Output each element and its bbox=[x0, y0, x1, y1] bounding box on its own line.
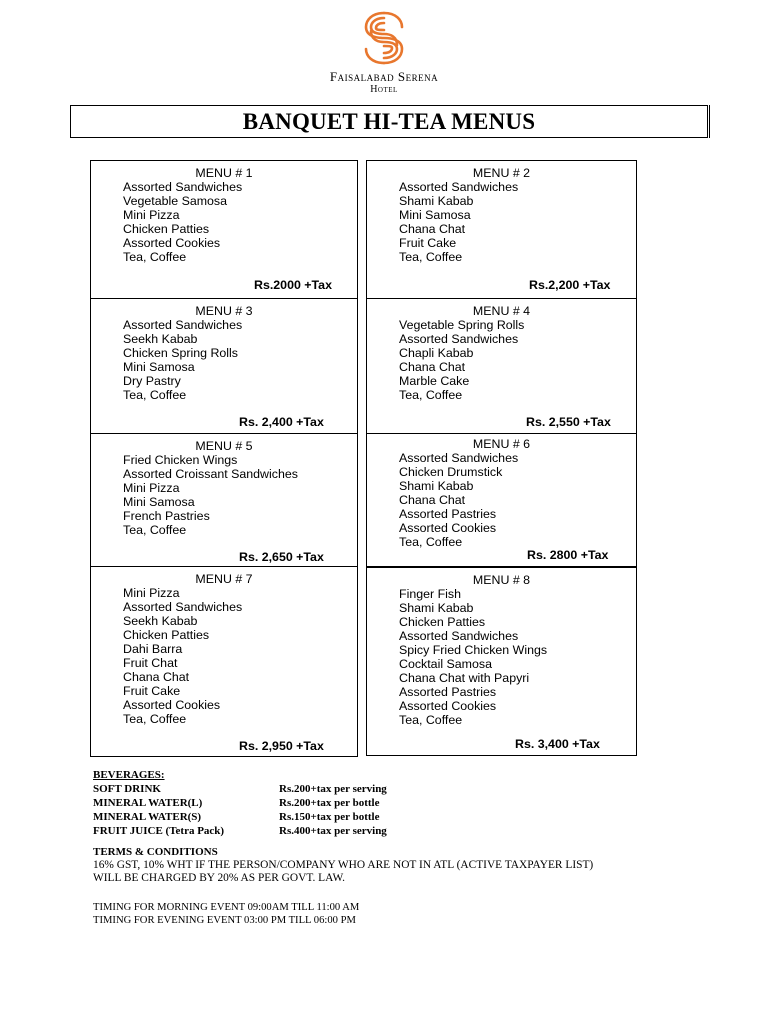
beverage-name: FRUIT JUICE (Tetra Pack) bbox=[93, 825, 225, 837]
hotel-logo bbox=[0, 10, 768, 96]
menu-item: Assorted Cookies bbox=[399, 521, 497, 535]
menu-item-list bbox=[399, 587, 547, 727]
menu-item-list bbox=[123, 586, 242, 726]
menu-card-8 bbox=[366, 567, 637, 756]
timing-evening: TIMING FOR EVENING EVENT 03:00 PM TILL 06:00 PM bbox=[93, 914, 356, 926]
menu-item: Mini Samosa bbox=[399, 208, 471, 222]
menu-item: Fried Chicken Wings bbox=[123, 453, 238, 467]
menu-item: Shami Kabab bbox=[399, 479, 474, 493]
menu-item: Shami Kabab bbox=[399, 601, 474, 615]
brand-subtitle: Hotel bbox=[370, 84, 398, 95]
menu-item: Tea, Coffee bbox=[123, 712, 187, 726]
menu-card-3 bbox=[90, 298, 358, 434]
menu-item: Assorted Sandwiches bbox=[399, 451, 519, 465]
menu-item: Marble Cake bbox=[399, 374, 470, 388]
timing-section bbox=[93, 902, 359, 927]
title-box bbox=[70, 105, 708, 138]
beverage-price: Rs.400+tax per serving bbox=[279, 825, 387, 837]
menu-item-list bbox=[399, 180, 518, 264]
menu-item: Tea, Coffee bbox=[123, 523, 187, 537]
menu-item: Tea, Coffee bbox=[399, 388, 463, 402]
menu-item: Dahi Barra bbox=[123, 642, 183, 656]
menu-item: Mini Samosa bbox=[123, 495, 195, 509]
menu-price: Rs.2000 +Tax bbox=[254, 278, 332, 292]
menu-card-4 bbox=[366, 298, 637, 434]
menu-item: Chicken Patties bbox=[123, 628, 210, 642]
serena-swirl-logo-icon bbox=[362, 10, 406, 66]
menu-price: Rs. 2800 +Tax bbox=[527, 548, 609, 562]
menu-item: Chicken Patties bbox=[123, 222, 210, 236]
menu-item: Fruit Cake bbox=[399, 236, 457, 250]
menu-item: Tea, Coffee bbox=[399, 713, 463, 727]
menu-item: Assorted Cookies bbox=[399, 699, 497, 713]
beverage-row bbox=[93, 824, 387, 838]
menu-item: Seekh Kabab bbox=[123, 614, 198, 628]
menu-item: French Pastries bbox=[123, 509, 210, 523]
menu-item-list bbox=[123, 453, 298, 537]
timing-morning: TIMING FOR MORNING EVENT 09:00AM TILL 11:00 AM bbox=[93, 902, 360, 913]
menu-item: Assorted Sandwiches bbox=[123, 600, 243, 614]
menu-item: Assorted Cookies bbox=[123, 698, 221, 712]
menu-card-6 bbox=[366, 433, 637, 567]
menu-item: Tea, Coffee bbox=[123, 250, 187, 264]
menu-item: Seekh Kabab bbox=[123, 332, 198, 346]
menu-item: Cocktail Samosa bbox=[399, 657, 492, 671]
beverage-name: MINERAL WATER(L) bbox=[93, 797, 203, 809]
menu-heading: MENU # 7 bbox=[195, 572, 253, 586]
menu-item: Assorted Cookies bbox=[123, 236, 221, 250]
menu-item: Tea, Coffee bbox=[399, 250, 463, 264]
menu-item: Assorted Sandwiches bbox=[399, 629, 519, 643]
menu-heading: MENU # 2 bbox=[472, 166, 531, 180]
menu-item: Shami Kabab bbox=[399, 194, 474, 208]
menu-item: Chicken Drumstick bbox=[399, 465, 503, 479]
beverages-heading: BEVERAGES: bbox=[93, 769, 165, 781]
menu-item: Mini Pizza bbox=[123, 481, 180, 495]
menu-price: Rs. 2,950 +Tax bbox=[239, 739, 324, 753]
menu-price: Rs. 3,400 +Tax bbox=[515, 737, 600, 751]
brand-name: Faisalabad Serena bbox=[329, 69, 439, 84]
menu-item: Chana Chat bbox=[399, 360, 466, 374]
menu-heading: MENU # 6 bbox=[472, 437, 531, 451]
menu-item: Mini Pizza bbox=[123, 586, 180, 600]
beverage-name: SOFT DRINK bbox=[93, 783, 161, 795]
menu-item-list bbox=[123, 318, 242, 402]
menu-item: Assorted Sandwiches bbox=[399, 332, 519, 346]
menu-item: Chana Chat bbox=[399, 222, 466, 236]
menu-item: Tea, Coffee bbox=[399, 535, 463, 549]
menu-item: Vegetable Spring Rolls bbox=[399, 318, 525, 332]
menu-price: Rs. 2,400 +Tax bbox=[239, 415, 324, 429]
menu-price: Rs.2,200 +Tax bbox=[529, 278, 611, 292]
menu-item-list bbox=[123, 180, 242, 264]
menu-item: Chicken Spring Rolls bbox=[123, 346, 239, 360]
menu-card-5 bbox=[90, 433, 358, 567]
menu-item: Dry Pastry bbox=[123, 374, 181, 388]
beverage-price: Rs.200+tax per bottle bbox=[279, 797, 380, 809]
beverage-row bbox=[93, 782, 387, 796]
menu-item: Chana Chat with Papyri bbox=[399, 671, 530, 685]
beverage-price: Rs.150+tax per bottle bbox=[279, 811, 380, 823]
menu-item: Finger Fish bbox=[399, 587, 461, 601]
menu-item: Assorted Sandwiches bbox=[123, 180, 243, 194]
menu-heading: MENU # 4 bbox=[472, 304, 531, 318]
menu-price: Rs. 2,550 +Tax bbox=[526, 415, 611, 429]
menu-item: Tea, Coffee bbox=[123, 388, 187, 402]
menu-item: Mini Pizza bbox=[123, 208, 180, 222]
beverage-row bbox=[93, 796, 387, 810]
page-title: BANQUET HI-TEA MENUS bbox=[242, 108, 536, 134]
beverages-section bbox=[93, 768, 387, 838]
menu-item: Chicken Patties bbox=[399, 615, 486, 629]
menu-heading: MENU # 8 bbox=[472, 573, 531, 587]
menu-item: Chapli Kabab bbox=[399, 346, 474, 360]
beverage-row bbox=[93, 810, 387, 824]
menu-item: Spicy Fried Chicken Wings bbox=[399, 643, 548, 657]
menu-item: Chana Chat bbox=[399, 493, 466, 507]
menu-heading: MENU # 3 bbox=[195, 304, 253, 318]
menu-item: Assorted Sandwiches bbox=[399, 180, 519, 194]
terms-section bbox=[93, 846, 593, 885]
menu-item: Fruit Chat bbox=[123, 656, 178, 670]
menu-item: Fruit Cake bbox=[123, 684, 181, 698]
menu-item: Assorted Croissant Sandwiches bbox=[123, 467, 298, 481]
menu-card-2 bbox=[366, 160, 637, 299]
terms-line: WILL BE CHARGED BY 20% AS PER GOVT. LAW. bbox=[93, 872, 345, 884]
menu-item: Assorted Pastries bbox=[399, 507, 497, 521]
menu-item-list bbox=[399, 451, 518, 549]
menu-card-1 bbox=[90, 160, 358, 299]
terms-line: 16% GST, 10% WHT IF THE PERSON/COMPANY WHO ARE NOT IN ATL (ACTIVE TAXPAYER LIST) bbox=[93, 859, 594, 871]
beverage-name: MINERAL WATER(S) bbox=[93, 811, 202, 823]
beverage-price: Rs.200+tax per serving bbox=[279, 783, 387, 795]
menu-item: Mini Samosa bbox=[123, 360, 195, 374]
menu-price: Rs. 2,650 +Tax bbox=[239, 550, 324, 564]
menu-item: Assorted Pastries bbox=[399, 685, 497, 699]
menu-item: Assorted Sandwiches bbox=[123, 318, 243, 332]
menu-item-list bbox=[399, 318, 524, 402]
menu-item: Vegetable Samosa bbox=[123, 194, 228, 208]
menu-heading: MENU # 5 bbox=[195, 439, 253, 453]
menu-card-7 bbox=[90, 566, 358, 757]
menu-heading: MENU # 1 bbox=[195, 166, 253, 180]
menu-item: Chana Chat bbox=[123, 670, 190, 684]
terms-heading: TERMS & CONDITIONS bbox=[93, 846, 218, 858]
